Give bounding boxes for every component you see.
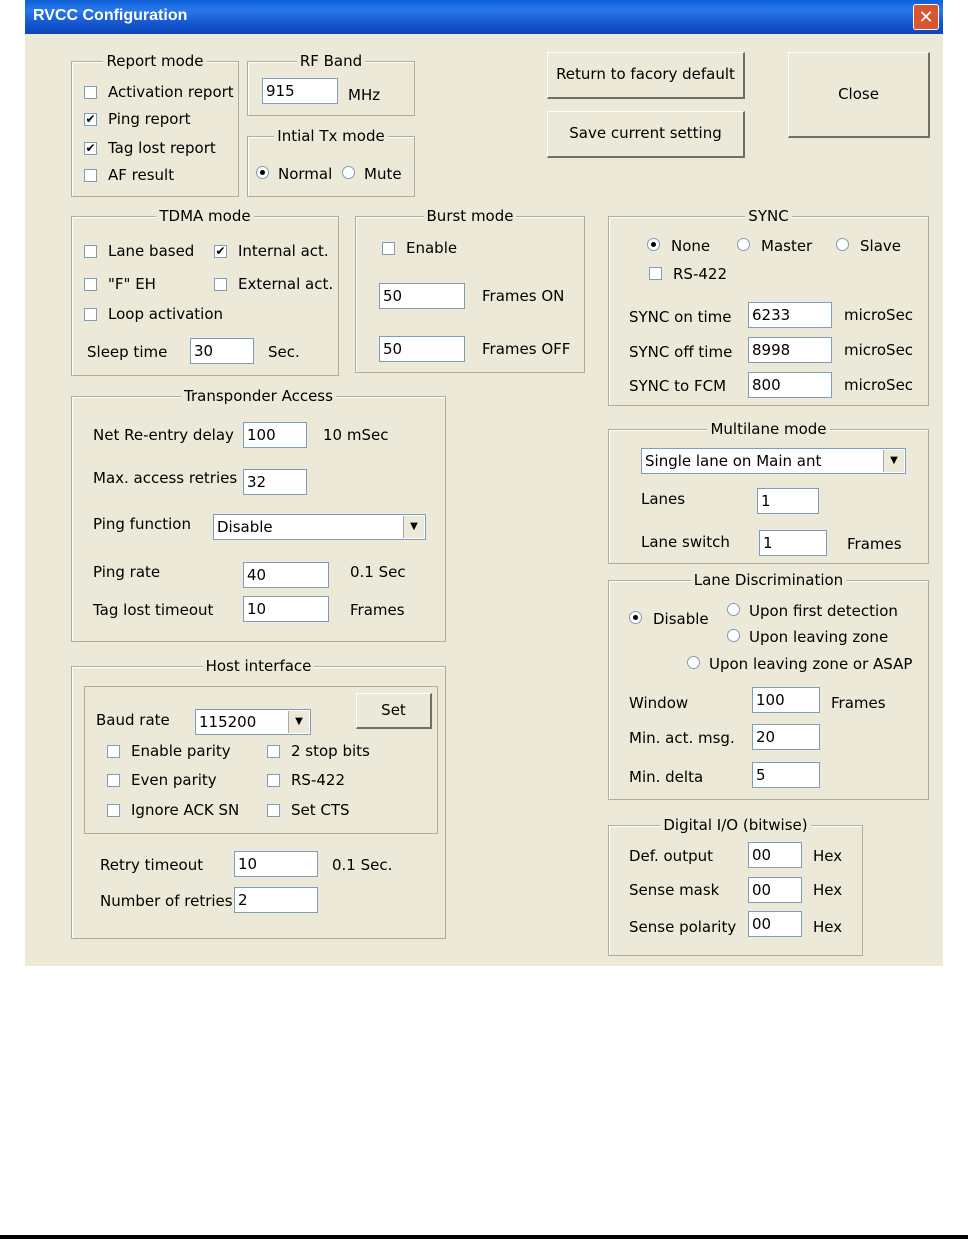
- set-cts-label: Set CTS: [291, 801, 350, 819]
- ignore-ack-checkbox[interactable]: [107, 804, 120, 817]
- mute-radio[interactable]: [342, 166, 355, 179]
- frames-on-label: Frames ON: [482, 287, 565, 305]
- burst-mode-title: Burst mode: [424, 207, 517, 225]
- sync-on-time-label: SYNC on time: [629, 308, 732, 326]
- burst-mode-group: [355, 207, 585, 373]
- f-eh-label: "F" EH: [108, 275, 156, 293]
- sync-to-fcm-unit: microSec: [844, 376, 914, 394]
- sync-master-label: Master: [761, 237, 813, 255]
- frames-off-input[interactable]: 50: [379, 336, 465, 362]
- sense-mask-label: Sense mask: [629, 881, 720, 899]
- min-delta-input[interactable]: 5: [752, 762, 820, 788]
- even-parity-label: Even parity: [131, 771, 217, 789]
- ping-rate-unit: 0.1 Sec: [350, 563, 406, 581]
- frames-on-input[interactable]: 50: [379, 283, 465, 309]
- sense-mask-input[interactable]: 00: [748, 877, 802, 903]
- sync-none-radio[interactable]: [647, 238, 660, 251]
- lane-based-label: Lane based: [108, 242, 195, 260]
- normal-radio[interactable]: [256, 166, 269, 179]
- f-eh-checkbox[interactable]: [84, 278, 97, 291]
- tag-lost-report-checkbox[interactable]: [84, 142, 97, 155]
- check-icon: ✔: [85, 112, 96, 126]
- num-retries-label: Number of retries: [100, 892, 233, 910]
- activation-report-checkbox[interactable]: [84, 86, 97, 99]
- lane-switch-input[interactable]: 1: [759, 530, 827, 556]
- tag-lost-timeout-unit: Frames: [350, 601, 405, 619]
- digital-io-group: [608, 816, 863, 956]
- page-bottom-rule: [0, 1235, 968, 1239]
- lane-switch-label: Lane switch: [641, 533, 730, 551]
- window-close-button[interactable]: [913, 4, 939, 30]
- def-output-label: Def. output: [629, 847, 713, 865]
- rf-band-title: RF Band: [297, 52, 365, 70]
- baud-rate-value: 115200: [199, 713, 257, 731]
- lane-switch-unit: Frames: [847, 535, 902, 553]
- lanes-input[interactable]: 1: [757, 488, 819, 514]
- min-act-label: Min. act. msg.: [629, 729, 735, 747]
- leaving-asap-label: Upon leaving zone or ASAP: [709, 655, 913, 673]
- two-stop-bits-label: 2 stop bits: [291, 742, 370, 760]
- first-detection-label: Upon first detection: [749, 602, 898, 620]
- ping-report-checkbox[interactable]: [84, 113, 97, 126]
- even-parity-checkbox[interactable]: [107, 774, 120, 787]
- net-reentry-label: Net Re-entry delay: [93, 426, 234, 444]
- host-rs422-label: RS-422: [291, 771, 345, 789]
- sync-rs422-checkbox[interactable]: [649, 267, 662, 280]
- lane-disc-disable-label: Disable: [653, 610, 709, 628]
- sense-polarity-input[interactable]: 00: [748, 911, 802, 937]
- num-retries-input[interactable]: 2: [234, 887, 318, 913]
- sense-polarity-label: Sense polarity: [629, 918, 737, 936]
- sleep-time-input[interactable]: 30: [190, 338, 254, 364]
- lane-discrimination-title: Lane Discrimination: [691, 571, 846, 589]
- retry-timeout-unit: 0.1 Sec.: [332, 856, 393, 874]
- sync-rs422-label: RS-422: [673, 265, 727, 283]
- sense-polarity-unit: Hex: [813, 918, 843, 936]
- burst-enable-checkbox[interactable]: [382, 242, 395, 255]
- multilane-mode-title: Multilane mode: [707, 420, 829, 438]
- transponder-access-title: Transponder Access: [181, 387, 336, 405]
- burst-enable-label: Enable: [406, 239, 458, 257]
- leaving-zone-radio[interactable]: [727, 629, 740, 642]
- host-serial-box: [84, 686, 438, 834]
- retry-timeout-label: Retry timeout: [100, 856, 204, 874]
- lanes-label: Lanes: [641, 490, 686, 508]
- sync-title: SYNC: [745, 207, 791, 225]
- sync-slave-radio[interactable]: [836, 238, 849, 251]
- external-act-label: External act.: [238, 275, 334, 293]
- check-icon: ✔: [215, 244, 226, 258]
- host-interface-title: Host interface: [203, 657, 315, 675]
- net-reentry-input[interactable]: 100: [243, 422, 307, 448]
- sync-none-label: None: [671, 237, 711, 255]
- config-window: [25, 0, 943, 966]
- frames-off-label: Frames OFF: [482, 340, 571, 358]
- ping-function-label: Ping function: [93, 515, 191, 533]
- sync-master-radio[interactable]: [737, 238, 750, 251]
- min-act-input[interactable]: 20: [752, 724, 820, 750]
- rf-band-input[interactable]: 915: [262, 78, 338, 104]
- multilane-mode-select[interactable]: [641, 448, 906, 474]
- sense-mask-unit: Hex: [813, 881, 843, 899]
- activation-report-label: Activation report: [108, 83, 234, 101]
- set-cts-checkbox[interactable]: [267, 804, 280, 817]
- loop-activation-label: Loop activation: [108, 305, 224, 323]
- save-setting-button[interactable]: Save current setting: [547, 111, 745, 158]
- mute-label: Mute: [364, 165, 402, 183]
- window-title: RVCC Configuration: [33, 7, 188, 24]
- tdma-mode-group: [71, 207, 339, 376]
- ping-report-label: Ping report: [108, 110, 191, 128]
- sync-off-time-unit: microSec: [844, 341, 914, 359]
- net-reentry-unit: 10 mSec: [323, 426, 389, 444]
- chevron-down-icon[interactable]: ▼: [883, 450, 904, 472]
- window-label: Window: [629, 694, 689, 712]
- window-unit: Frames: [831, 694, 886, 712]
- lane-discrimination-group: [608, 571, 929, 800]
- tag-lost-report-label: Tag lost report: [108, 139, 216, 157]
- enable-parity-checkbox[interactable]: [107, 745, 120, 758]
- report-mode-title: Report mode: [103, 52, 206, 70]
- normal-label: Normal: [278, 165, 333, 183]
- tag-lost-timeout-input[interactable]: 10: [243, 596, 329, 622]
- max-retries-label: Max. access retries: [93, 469, 238, 487]
- initial-tx-mode-group: [247, 127, 415, 197]
- baud-rate-select[interactable]: [195, 709, 311, 735]
- def-output-input[interactable]: 00: [748, 842, 802, 868]
- lane-disc-disable-radio[interactable]: [629, 611, 642, 624]
- baud-set-button[interactable]: Set: [356, 693, 432, 729]
- enable-parity-label: Enable parity: [131, 742, 231, 760]
- min-delta-label: Min. delta: [629, 768, 704, 786]
- leaving-asap-radio[interactable]: [687, 656, 700, 669]
- sync-off-time-label: SYNC off time: [629, 343, 733, 361]
- close-icon: ✕: [918, 7, 934, 28]
- ping-rate-label: Ping rate: [93, 563, 161, 581]
- tdma-mode-title: TDMA mode: [156, 207, 253, 225]
- ping-rate-input[interactable]: 40: [243, 562, 329, 588]
- multilane-mode-group: [608, 420, 929, 564]
- internal-act-checkbox[interactable]: [214, 245, 227, 258]
- host-interface-group: [71, 657, 446, 939]
- initial-tx-mode-title: Intial Tx mode: [274, 127, 387, 145]
- af-result-label: AF result: [108, 166, 175, 184]
- first-detection-radio[interactable]: [727, 603, 740, 616]
- host-rs422-checkbox[interactable]: [267, 774, 280, 787]
- multilane-mode-value: Single lane on Main ant: [645, 452, 822, 470]
- rf-band-unit: MHz: [348, 86, 381, 104]
- baud-rate-label: Baud rate: [96, 711, 170, 729]
- chevron-down-icon[interactable]: ▼: [403, 516, 424, 538]
- max-retries-input[interactable]: 32: [243, 469, 307, 495]
- sleep-time-label: Sleep time: [87, 343, 168, 361]
- chevron-down-icon[interactable]: ▼: [288, 711, 309, 733]
- report-mode-group: [71, 52, 239, 197]
- ping-function-value: Disable: [217, 518, 273, 536]
- window-input[interactable]: 100: [752, 687, 820, 713]
- digital-io-title: Digital I/O (bitwise): [660, 816, 810, 834]
- external-act-checkbox[interactable]: [214, 278, 227, 291]
- sync-on-time-unit: microSec: [844, 306, 914, 324]
- return-default-button[interactable]: Return to facory default: [547, 52, 745, 99]
- leaving-zone-label: Upon leaving zone: [749, 628, 889, 646]
- sync-to-fcm-input[interactable]: 800: [748, 372, 832, 398]
- sync-to-fcm-label: SYNC to FCM: [629, 377, 727, 395]
- af-result-checkbox[interactable]: [84, 169, 97, 182]
- rf-band-group: [247, 52, 415, 116]
- tag-lost-timeout-label: Tag lost timeout: [93, 601, 214, 619]
- ping-function-select[interactable]: [213, 514, 426, 540]
- check-icon: ✔: [85, 141, 96, 155]
- sync-group: [608, 207, 929, 406]
- retry-timeout-input[interactable]: 10: [234, 851, 318, 877]
- sync-off-time-input[interactable]: 8998: [748, 337, 832, 363]
- internal-act-label: Internal act.: [238, 242, 329, 260]
- sync-slave-label: Slave: [860, 237, 901, 255]
- loop-activation-checkbox[interactable]: [84, 308, 97, 321]
- lane-based-checkbox[interactable]: [84, 245, 97, 258]
- ignore-ack-label: Ignore ACK SN: [131, 801, 240, 819]
- sync-on-time-input[interactable]: 6233: [748, 302, 832, 328]
- sleep-time-unit: Sec.: [268, 343, 300, 361]
- title-bar[interactable]: [25, 0, 943, 34]
- two-stop-bits-checkbox[interactable]: [267, 745, 280, 758]
- def-output-unit: Hex: [813, 847, 843, 865]
- transponder-access-group: [71, 387, 446, 642]
- close-button[interactable]: Close: [788, 52, 930, 138]
